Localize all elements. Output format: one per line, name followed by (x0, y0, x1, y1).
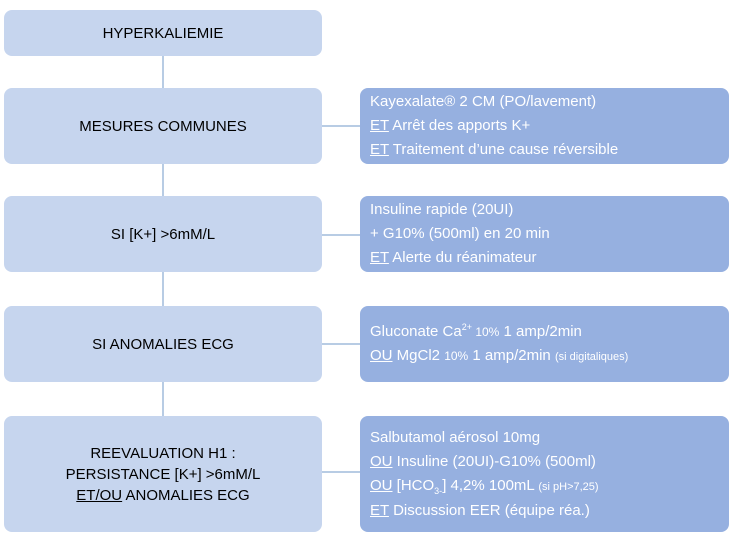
step-label: MESURES COMMUNES (79, 117, 247, 135)
action-line: OU Insuline (20UI)-G10% (500ml) (370, 452, 596, 470)
connector-1 (162, 56, 164, 88)
action-line: OU MgCl2 10% 1 amp/2min (si digitaliques) (370, 346, 629, 364)
actions-mesures-communes (360, 88, 729, 164)
step-si-k-sup-6 (4, 196, 322, 272)
action-line: Salbutamol aérosol 10mg (370, 428, 541, 446)
h-connector-4 (322, 343, 360, 345)
connector-2 (162, 164, 164, 196)
step-label-line2: PERSISTANCE [K+] >6mM/L (65, 465, 261, 483)
action-line: ET Discussion EER (équipe réa.) (370, 501, 590, 519)
action-line: ET Alerte du réanimateur (370, 249, 537, 266)
actions-reevaluation-h1 (360, 416, 729, 532)
step-hyperkaliemie (4, 10, 322, 56)
connector-3 (162, 272, 164, 306)
action-line: OU $[HCO_{3-}]$ 4,2% 100mL (si pH>7,25) (370, 476, 599, 496)
action-line: ET Traitement d’une cause réversible (370, 141, 619, 158)
step-si-anomalies-ecg (4, 306, 322, 382)
actions-si-k-sup-6 (360, 196, 729, 272)
action-line: + G10% (500ml) en 20 min (370, 225, 550, 242)
step-mesures-communes (4, 88, 322, 164)
h-connector-3 (322, 234, 360, 236)
action-line: ET Arrêt des apports K+ (370, 117, 531, 134)
action-line: Gluconate $Ca^{2+}$ 10% 1 amp/2min (370, 321, 582, 340)
step-label: SI ANOMALIES ECG (92, 335, 234, 353)
step-label: HYPERKALIEMIE (102, 24, 224, 42)
actions-si-anomalies-ecg (360, 306, 729, 382)
step-reevaluation-h1 (4, 416, 322, 532)
action-line: Kayexalate® 2 CM (PO/lavement) (370, 93, 597, 110)
step-label: SI [K+] >6mM/L (110, 225, 216, 243)
action-line: Insuline rapide (20UI) (370, 201, 514, 218)
h-connector-2 (322, 125, 360, 127)
step-label-line1: REEVALUATION H1 : (90, 444, 236, 462)
h-connector-5 (322, 471, 360, 473)
connector-4 (162, 382, 164, 416)
step-label-line3: ET/OU ANOMALIES ECG (76, 486, 250, 504)
